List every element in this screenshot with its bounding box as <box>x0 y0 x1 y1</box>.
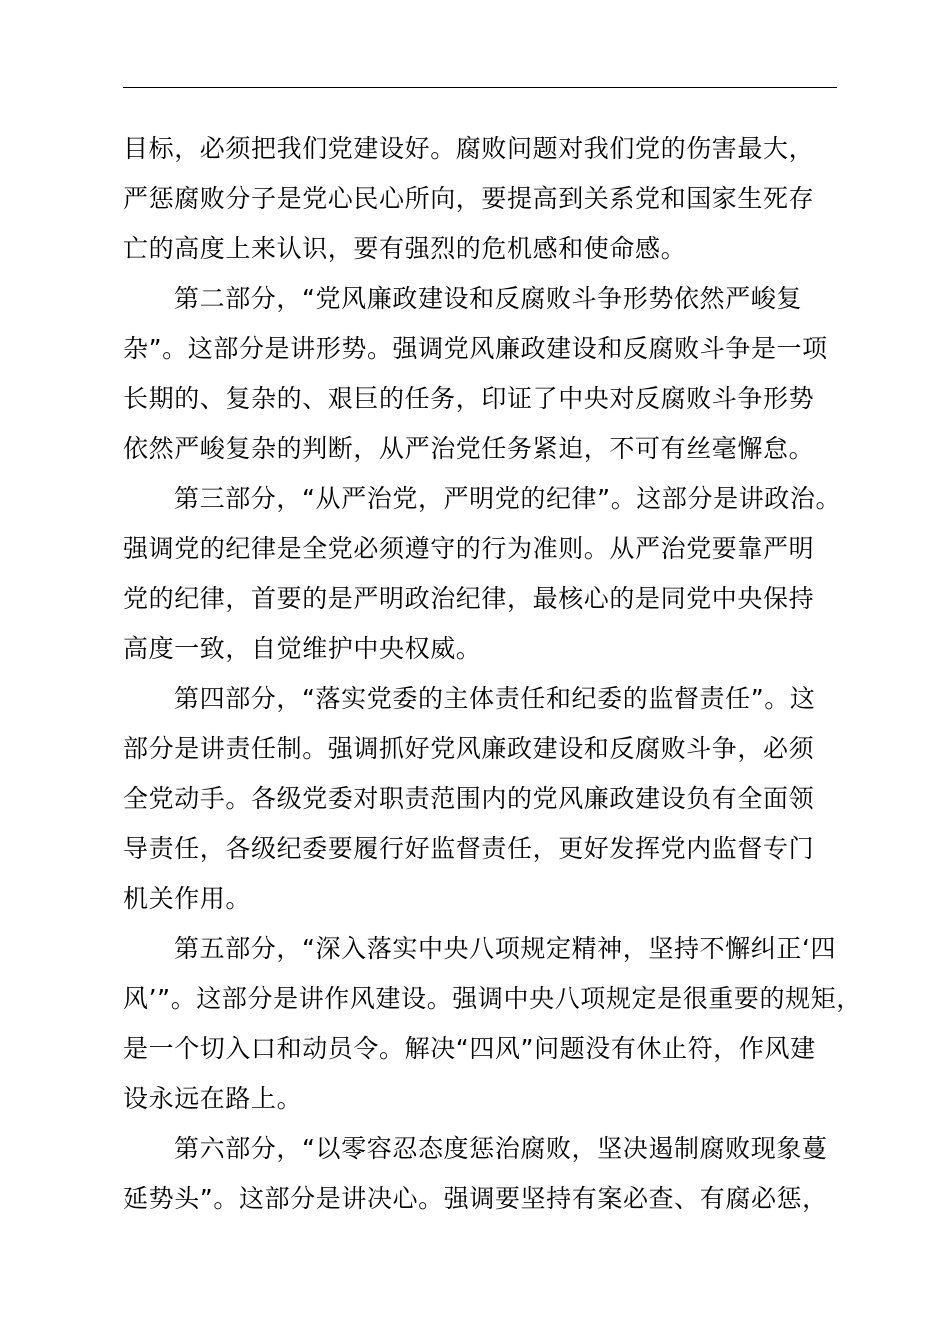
text-line: 高度一致，自觉维护中央权威。 <box>123 634 482 663</box>
text-line: 依然严峻复杂的判断，从严治党任务紧迫，不可有丝毫懈怠。 <box>123 434 815 463</box>
text-line: 全党动手。各级党委对职责范围内的党风廉政建设负有全面领 <box>123 784 815 813</box>
paragraph-4-first-line: 第四部分，“落实党委的主体责任和纪委的监督责任”。这 <box>174 684 816 713</box>
text-line: 长期的、复杂的、艰巨的任务，印证了中央对反腐败斗争形势 <box>123 384 815 413</box>
paragraph-3-first-line: 第三部分，“从严治党，严明党的纪律”。这部分是讲政治。 <box>174 484 842 513</box>
text-line: 党的纪律，首要的是严明政治纪律，最核心的是同党中央保持 <box>123 584 815 613</box>
text-line: 杂”。这部分是讲形势。强调党风廉政建设和反腐败斗争是一项 <box>123 334 828 363</box>
text-line: 延势头”。这部分是讲决心。强调要坚持有案必查、有腐必惩， <box>123 1184 828 1213</box>
text-line: 风’”。这部分是讲作风建设。强调中央八项规定是很重要的规矩， <box>123 984 862 1013</box>
text-line: 设永远在路上。 <box>123 1084 303 1113</box>
paragraph-5-first-line: 第五部分，“深入落实中央八项规定精神，坚持不懈纠正‘四 <box>174 934 837 963</box>
text-line: 强调党的纪律是全党必须遵守的行为准则。从严治党要靠严明 <box>123 534 815 563</box>
text-line: 目标，必须把我们党建设好。腐败问题对我们党的伤害最大， <box>123 134 815 163</box>
text-line: 是一个切入口和动员令。解决“四风”问题没有休止符，作风建 <box>123 1034 816 1063</box>
text-line: 机关作用。 <box>123 884 252 913</box>
text-line: 导责任，各级纪委要履行好监督责任，更好发挥党内监督专门 <box>123 834 815 863</box>
text-line: 亡的高度上来认识，要有强烈的危机感和使命感。 <box>123 234 687 263</box>
paragraph-6-first-line: 第六部分，“以零容忍态度惩治腐败，坚决遏制腐败现象蔓 <box>174 1134 828 1163</box>
paragraph-2-first-line: 第二部分，“党风廉政建设和反腐败斗争形势依然严峻复 <box>174 284 802 313</box>
text-line: 严惩腐败分子是党心民心所向，要提高到关系党和国家生死存 <box>123 184 815 213</box>
text-line: 部分是讲责任制。强调抓好党风廉政建设和反腐败斗争，必须 <box>123 734 815 763</box>
header-rule <box>123 87 837 88</box>
